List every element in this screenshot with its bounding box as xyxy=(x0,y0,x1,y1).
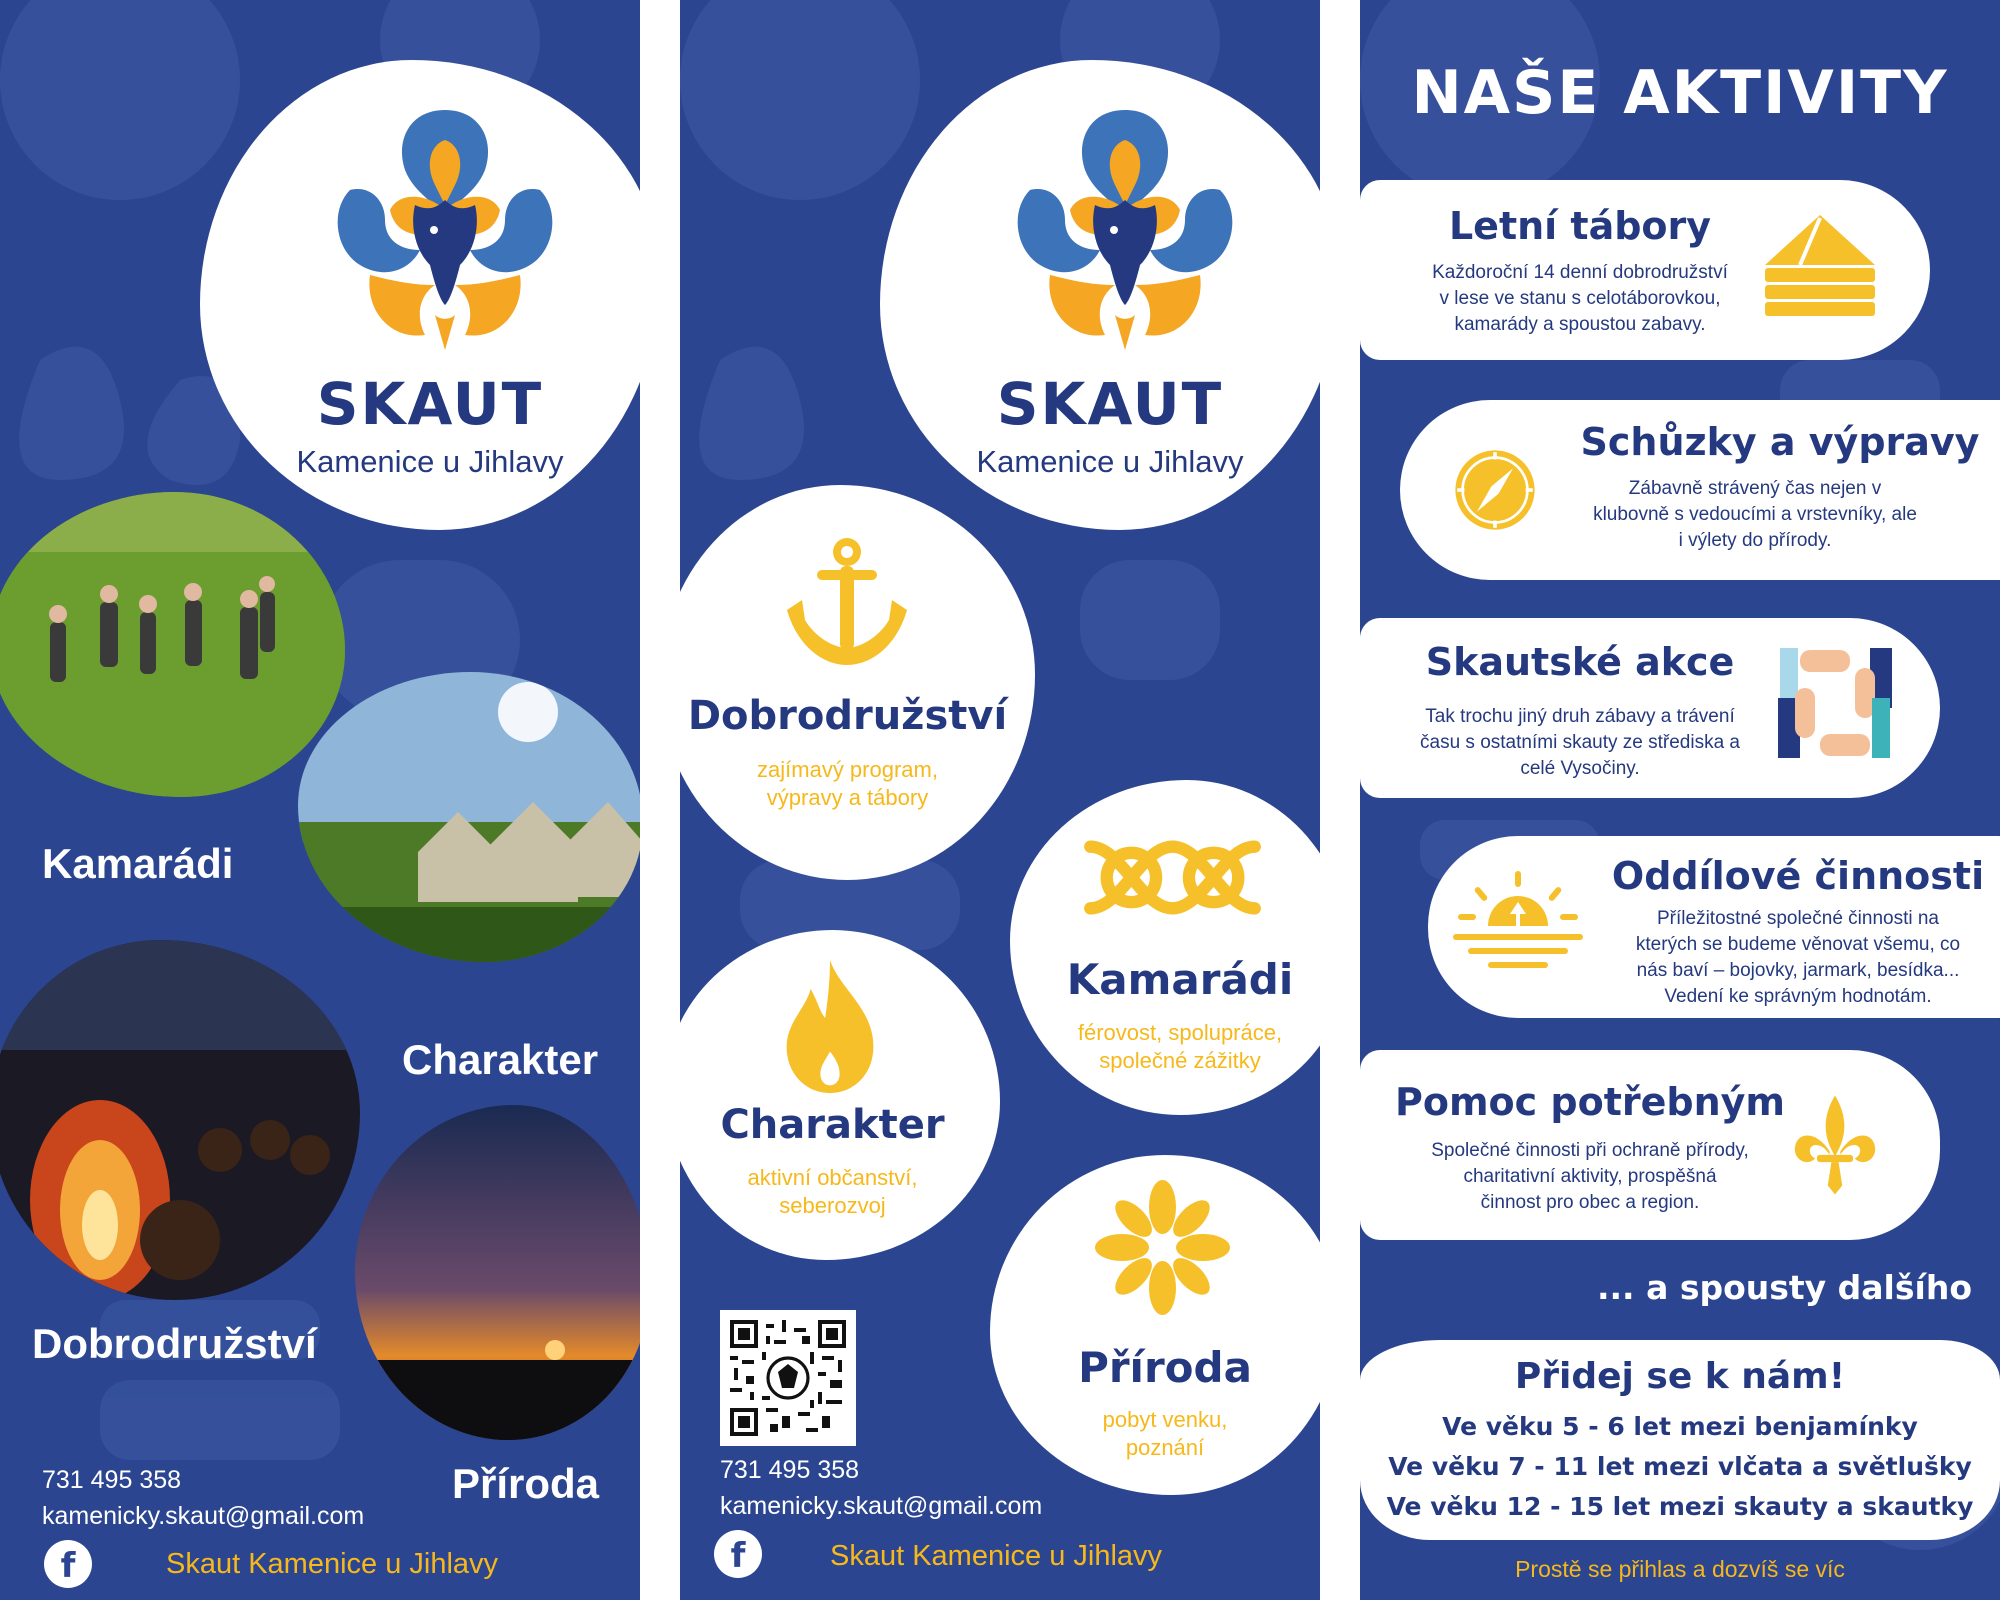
activity-title: Letní tábory xyxy=(1448,204,1712,248)
brand-subtitle: Kamenice u Jihlavy xyxy=(296,444,564,479)
activity-desc-line: času s ostatními skauty ze střediska a xyxy=(1420,732,1740,753)
contact-phone[interactable]: 731 495 358 xyxy=(42,1466,182,1494)
facebook-page-name[interactable]: Skaut Kamenice u Jihlavy xyxy=(166,1548,499,1580)
flower-icon xyxy=(1095,1180,1230,1315)
sunrise-icon xyxy=(1448,866,1588,976)
value-desc-nature-1: pobyt venku, xyxy=(1102,1407,1228,1432)
activity-desc-line: Vedení ke správným hodnotám. xyxy=(1664,986,1932,1007)
more-activities-text: ... a spousty dalšího xyxy=(1596,1268,1972,1307)
activity-desc-line: Společné činnosti při ochraně přírody, xyxy=(1431,1140,1749,1161)
activity-title: Oddílové činnosti xyxy=(1611,854,1985,898)
value-title-adventure: Dobrodružství xyxy=(687,693,1008,739)
activity-desc-line: i výlety do přírody. xyxy=(1678,530,1832,551)
join-title: Přidej se k nám! xyxy=(1514,1356,1846,1397)
brand-subtitle: Kamenice u Jihlavy xyxy=(976,444,1244,479)
activity-title: Pomoc potřebným xyxy=(1394,1080,1786,1124)
activity-desc-line: v lese ve stanu s celotáborovkou, xyxy=(1439,288,1721,309)
value-desc-friends-1: férovost, spolupráce, xyxy=(1077,1020,1283,1045)
middle-panel xyxy=(680,0,1320,1600)
activity-title: Schůzky a výpravy xyxy=(1580,420,1980,464)
qr-code[interactable] xyxy=(720,1310,856,1446)
facebook-icon[interactable]: f xyxy=(44,1540,92,1588)
value-desc-adventure-1: zajímavý program, xyxy=(757,757,938,782)
anchor-icon xyxy=(777,530,917,670)
activity-card-summer-camps xyxy=(1360,180,1930,360)
activity-card-troop-activities xyxy=(1428,836,2000,1018)
compass-icon xyxy=(1450,445,1540,535)
left-panel xyxy=(0,0,640,1600)
meadow-scene xyxy=(0,492,345,797)
contact-phone[interactable]: 731 495 358 xyxy=(720,1456,860,1484)
join-age-line-vlcata: Ve věku 7 - 11 let mezi vlčata a světlušky xyxy=(1388,1452,1972,1481)
activity-desc-line: Každoroční 14 denní dobrodružství xyxy=(1432,262,1728,283)
photo-friends-meadow xyxy=(0,492,345,797)
activity-card-scout-events xyxy=(1360,618,1940,798)
value-card-friends xyxy=(1010,780,1320,1115)
value-desc-nature-2: poznání xyxy=(1125,1435,1205,1460)
value-title-friends: Kamarádi xyxy=(1066,955,1294,1004)
activity-desc-line: Tak trochu jiný druh zábavy a trávení xyxy=(1425,706,1735,727)
caption-kamaradi: Kamarádi xyxy=(42,840,234,887)
contact-email[interactable]: kamenicky.skaut@gmail.com xyxy=(42,1502,365,1530)
facebook-icon[interactable]: f xyxy=(714,1530,762,1578)
activity-desc-line: charitativní aktivity, prospěšná xyxy=(1463,1166,1717,1187)
caption-priroda: Příroda xyxy=(452,1460,600,1507)
activity-desc-line: Příležitostné společné činnosti na xyxy=(1657,908,1939,929)
activity-desc-line: celé Vysočiny. xyxy=(1520,758,1640,779)
activity-card-meetings xyxy=(1400,400,2000,580)
signup-footer: Prostě se přihlas a dozvíš se víc xyxy=(1515,1556,1845,1582)
activity-desc-line: nás baví – bojovky, jarmark, besídka... xyxy=(1636,960,1960,981)
right-panel xyxy=(1360,0,2000,1600)
value-title-character: Charakter xyxy=(720,1102,945,1148)
contact-email[interactable]: kamenicky.skaut@gmail.com xyxy=(720,1492,1043,1520)
facebook-page-name[interactable]: Skaut Kamenice u Jihlavy xyxy=(830,1540,1163,1572)
activity-desc-line: kterých se budeme věnovat všemu, co xyxy=(1635,934,1961,955)
join-age-line-benjaminky: Ve věku 5 - 6 let mezi benjamínky xyxy=(1442,1412,1918,1441)
activity-desc-line: Zábavně strávený čas nejen v xyxy=(1628,478,1882,499)
skaut-lily-logo xyxy=(1010,100,1240,360)
brand-title: SKAUT xyxy=(316,370,544,438)
join-age-line-skauti: Ve věku 12 - 15 let mezi skauty a skautky xyxy=(1386,1492,1974,1521)
activity-desc-line: klubovně s vedoucími a vrstevníky, ale xyxy=(1593,504,1917,525)
value-desc-friends-2: společné zážitky xyxy=(1099,1048,1261,1073)
value-desc-character-2: seberozvoj xyxy=(779,1193,886,1218)
section-heading: NAŠE AKTIVITY xyxy=(1411,58,1949,128)
activity-desc-line: kamarády a spoustou zabavy. xyxy=(1454,314,1706,335)
fleur-de-lis-icon xyxy=(1790,1095,1880,1195)
activity-title: Skautské akce xyxy=(1425,640,1735,684)
skaut-lily-logo xyxy=(330,100,560,360)
hands-icon xyxy=(1770,638,1900,768)
activity-desc-line: činnost pro obec a region. xyxy=(1480,1192,1700,1213)
value-desc-character-1: aktivní občanství, xyxy=(747,1165,918,1190)
activity-card-helping xyxy=(1360,1050,1940,1240)
brand-title: SKAUT xyxy=(996,370,1224,438)
knot-icon xyxy=(1080,825,1265,930)
caption-charakter: Charakter xyxy=(402,1036,599,1083)
qr-code-pattern xyxy=(730,1320,846,1436)
value-desc-adventure-2: výpravy a tábory xyxy=(766,785,929,810)
flame-icon xyxy=(780,960,880,1095)
tent-icon xyxy=(1760,210,1880,320)
caption-dobrodruzstvi: Dobrodružství xyxy=(32,1320,317,1367)
value-title-nature: Příroda xyxy=(1078,1343,1252,1392)
